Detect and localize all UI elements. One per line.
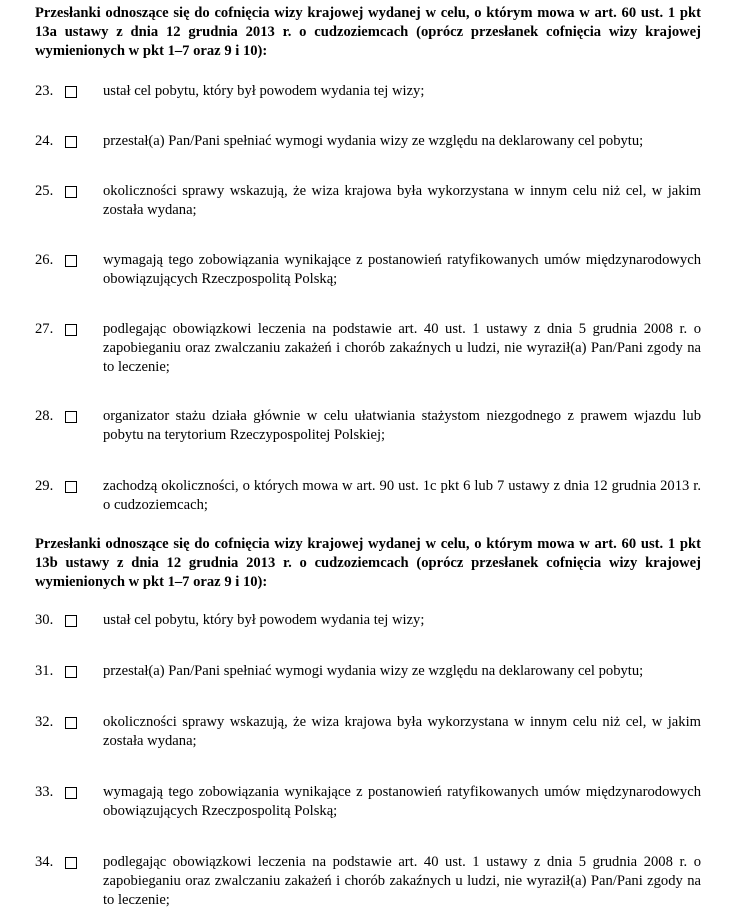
item-text: przestał(a) Pan/Pani spełniać wymogi wydania wizy ze względu na deklarowany cel pobytu; — [103, 663, 644, 679]
checkbox[interactable] — [65, 615, 77, 627]
checkbox[interactable] — [65, 481, 77, 493]
item-number: 33. — [35, 784, 54, 800]
list-item — [35, 182, 701, 220]
section-heading: Przesłanki odnoszące się do cofnięcia wizy krajowej wydanej w celu, o którym mowa w art. 60 ust. 1 pkt 13b ustawy z dnia 12 grudnia 2013 r. o cudzoziemcach (oprócz przesłanek cofnięcia wizy krajowej wymienionych w pkt 1–7 oraz 9 i 10): — [35, 536, 701, 590]
document-page — [35, 4, 701, 910]
checkbox[interactable] — [65, 787, 77, 799]
item-number: 32. — [35, 714, 54, 730]
item-number: 26. — [35, 252, 54, 268]
list-item — [35, 320, 701, 377]
checkbox[interactable] — [65, 717, 77, 729]
list-item — [35, 477, 701, 515]
item-number: 29. — [35, 478, 54, 494]
list-item — [35, 82, 701, 101]
list-item — [35, 611, 701, 630]
section-heading: Przesłanki odnoszące się do cofnięcia wizy krajowej wydanej w celu, o którym mowa w art. 60 ust. 1 pkt 13a ustawy z dnia 12 grudnia 2013 r. o cudzoziemcach (oprócz przesłanek cofnięcia wizy krajowej wymienionych w pkt 1–7 oraz 9 i 10): — [35, 5, 701, 59]
item-number: 30. — [35, 612, 54, 628]
item-text: ustał cel pobytu, który był powodem wydania tej wizy; — [103, 612, 425, 628]
item-text: wymagają tego zobowiązania wynikające z postanowień ratyfikowanych umów międzynarodowych obowiązujących Rzeczpospolitą Polską; — [103, 784, 701, 819]
list-item — [35, 662, 701, 681]
item-number: 23. — [35, 83, 54, 99]
checkbox[interactable] — [65, 324, 77, 336]
checkbox[interactable] — [65, 186, 77, 198]
item-text: ustał cel pobytu, który był powodem wydania tej wizy; — [103, 83, 425, 99]
checkbox[interactable] — [65, 411, 77, 423]
section-13b — [35, 535, 701, 910]
list-item — [35, 251, 701, 289]
checkbox[interactable] — [65, 86, 77, 98]
item-number: 27. — [35, 321, 54, 337]
item-number: 31. — [35, 663, 54, 679]
item-text: podlegając obowiązkowi leczenia na podstawie art. 40 ust. 1 ustawy z dnia 5 grudnia 2008 r. o zapobieganiu oraz zwalczaniu zakażeń i chorób zakaźnych u ludzi, nie wyraził(a) Pan/Pani zgody na to leczenie; — [103, 854, 701, 908]
list-item — [35, 132, 701, 151]
item-text: okoliczności sprawy wskazują, że wiza krajowa była wykorzystana w innym celu niż cel, w jakim została wydana; — [103, 183, 701, 218]
item-number: 34. — [35, 854, 54, 870]
section-13a — [35, 4, 701, 515]
list-item — [35, 407, 701, 445]
checkbox[interactable] — [65, 857, 77, 869]
item-text: organizator stażu działa głównie w celu ułatwiania stażystom niezgodnego z prawem wjazdu lub pobytu na terytorium Rzeczypospolitej Polskiej; — [103, 408, 701, 443]
item-text: przestał(a) Pan/Pani spełniać wymogi wydania wizy ze względu na deklarowany cel pobytu; — [103, 133, 644, 149]
item-text: zachodzą okoliczności, o których mowa w art. 90 ust. 1c pkt 6 lub 7 ustawy z dnia 12 grudnia 2013 r. o cudzoziemcach; — [103, 478, 701, 513]
list-item — [35, 783, 701, 821]
item-text: wymagają tego zobowiązania wynikające z postanowień ratyfikowanych umów międzynarodowych obowiązujących Rzeczpospolitą Polską; — [103, 252, 701, 287]
item-text: okoliczności sprawy wskazują, że wiza krajowa była wykorzystana w innym celu niż cel, w jakim została wydana; — [103, 714, 701, 749]
checkbox-list — [35, 82, 701, 515]
list-item — [35, 853, 701, 910]
list-item — [35, 713, 701, 751]
checkbox[interactable] — [65, 136, 77, 148]
checkbox[interactable] — [65, 255, 77, 267]
item-number: 24. — [35, 133, 54, 149]
checkbox[interactable] — [65, 666, 77, 678]
item-text: podlegając obowiązkowi leczenia na podstawie art. 40 ust. 1 ustawy z dnia 5 grudnia 2008 r. o zapobieganiu oraz zwalczaniu zakażeń i chorób zakaźnych u ludzi, nie wyraził(a) Pan/Pani zgody na to leczenie; — [103, 321, 701, 375]
item-number: 25. — [35, 183, 54, 199]
checkbox-list — [35, 611, 701, 910]
item-number: 28. — [35, 408, 54, 424]
